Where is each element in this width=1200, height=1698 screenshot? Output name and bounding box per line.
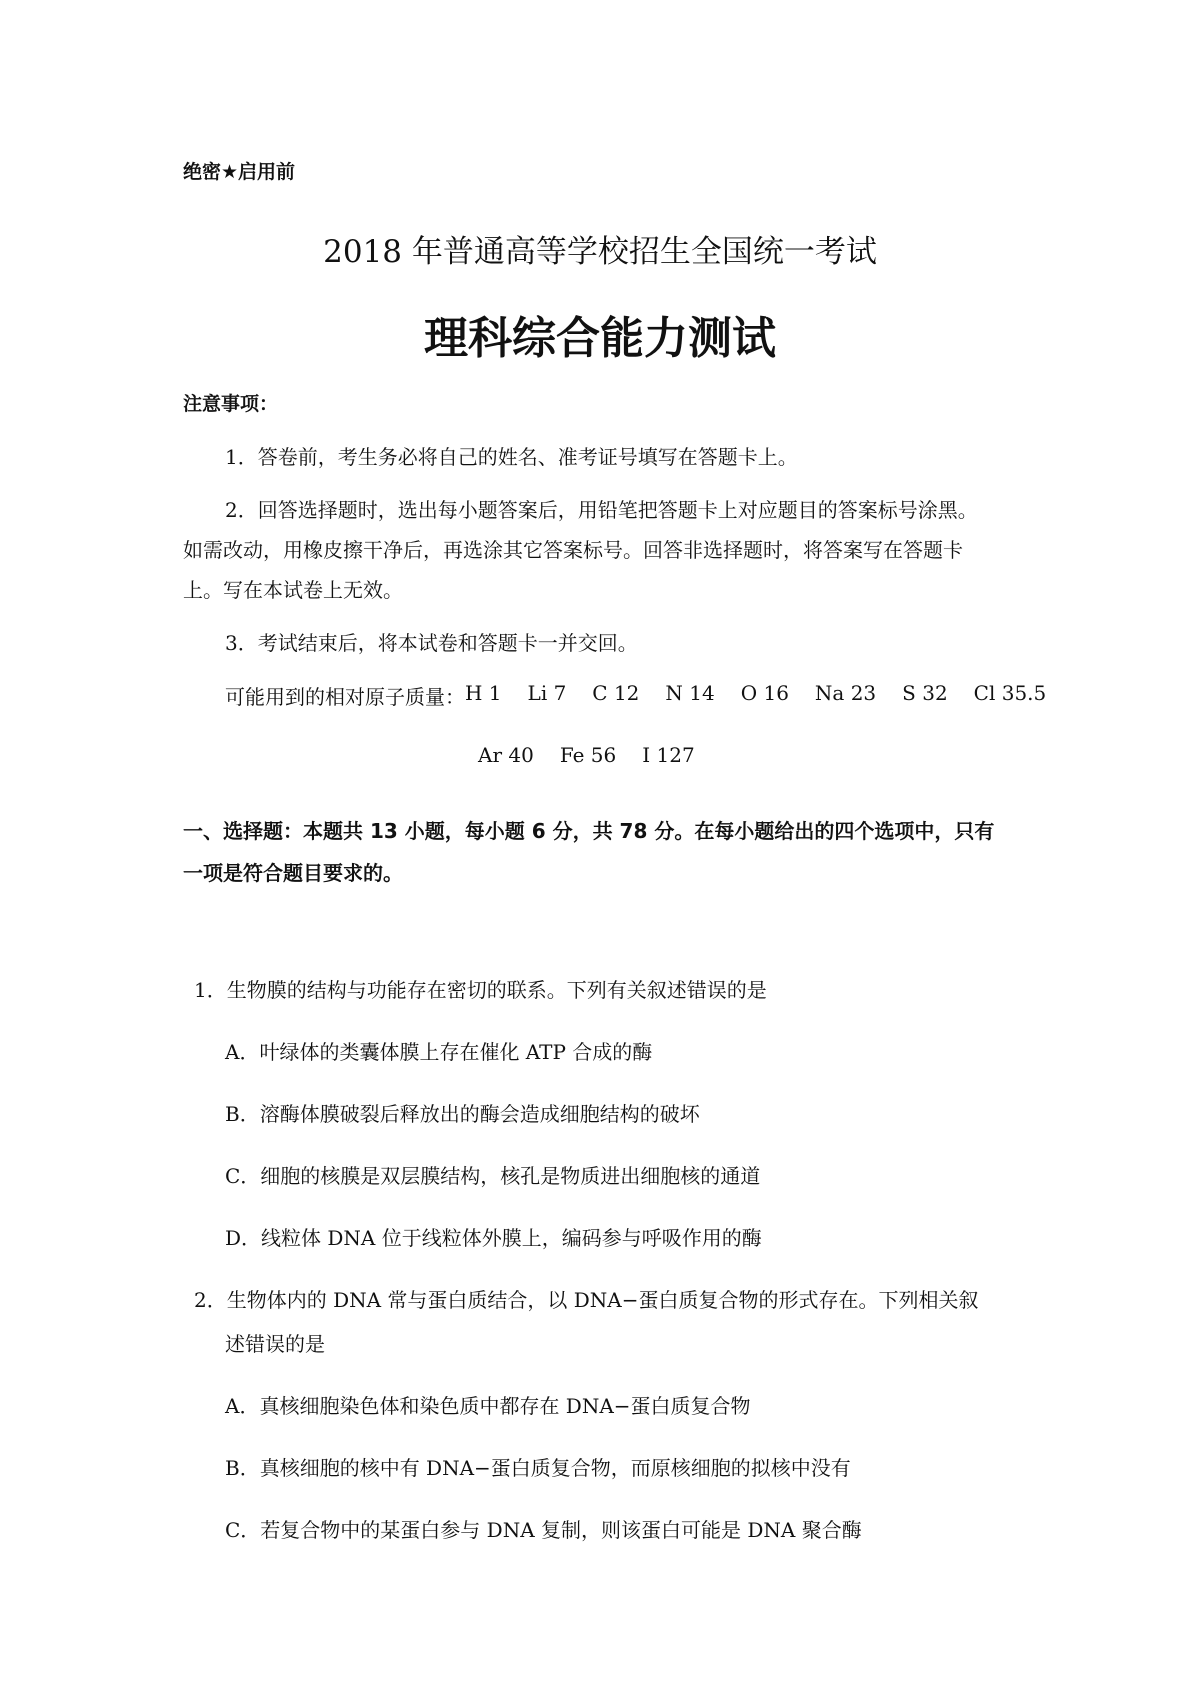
atomic-mass-item: I 127 bbox=[642, 743, 695, 767]
atomic-mass-item: Na 23 bbox=[814, 681, 877, 705]
atomic-mass-item: Fe 56 bbox=[559, 743, 617, 767]
notice-heading: 注意事项： bbox=[183, 393, 279, 415]
question-2-stem-line-1: 2．生物体内的 DNA 常与蛋白质结合，以 DNA−蛋白质复合物的形式存在。下列相关叙 bbox=[194, 1288, 979, 1312]
notice-item-2-line-2: 如需改动，用橡皮擦干净后，再选涂其它答案标号。回答非选择题时，将答案写在答题卡 bbox=[183, 538, 963, 562]
atomic-mass-item: H 1 bbox=[465, 681, 502, 705]
notice-item-2-line-3: 上。写在本试卷上无效。 bbox=[183, 578, 403, 602]
section-instructions-line-2: 一项是符合题目要求的。 bbox=[183, 861, 403, 885]
atomic-mass-item: N 14 bbox=[665, 681, 715, 705]
question-1-option-a: A．叶绿体的类囊体膜上存在催化 ATP 合成的酶 bbox=[225, 1040, 653, 1064]
section-instructions-line-1: 一、选择题：本题共 13 小题，每小题 6 分，共 78 分。在每小题给出的四个选项中，只有 bbox=[183, 819, 995, 843]
confidential-mark: 绝密★启用前 bbox=[183, 161, 296, 183]
question-1-option-d: D．线粒体 DNA 位于线粒体外膜上，编码参与呼吸作用的酶 bbox=[225, 1226, 762, 1250]
question-1-stem: 1．生物膜的结构与功能存在密切的联系。下列有关叙述错误的是 bbox=[194, 978, 767, 1002]
atomic-mass-item: Ar 40 bbox=[478, 743, 534, 767]
notice-item-2-line-1: 2．回答选择题时，选出每小题答案后，用铅笔把答题卡上对应题目的答案标号涂黑。 bbox=[225, 498, 978, 522]
notice-item-3: 3．考试结束后，将本试卷和答题卡一并交回。 bbox=[225, 631, 638, 655]
atomic-mass-item: O 16 bbox=[740, 681, 789, 705]
atomic-mass-row-2 bbox=[478, 743, 721, 767]
atomic-mass-item: C 12 bbox=[592, 681, 640, 705]
question-2-option-a: A．真核细胞染色体和染色质中都存在 DNA−蛋白质复合物 bbox=[225, 1394, 751, 1418]
atomic-mass-label: 可能用到的相对原子质量： bbox=[225, 685, 465, 709]
question-2-option-c: C．若复合物中的某蛋白参与 DNA 复制，则该蛋白可能是 DNA 聚合酶 bbox=[225, 1518, 862, 1542]
subject-title: 理科综合能力测试 bbox=[424, 313, 776, 364]
exam-title: 2018 年普通高等学校招生全国统一考试 bbox=[323, 234, 877, 270]
question-1-option-c: C．细胞的核膜是双层膜结构，核孔是物质进出细胞核的通道 bbox=[225, 1164, 761, 1188]
atomic-mass-item: Li 7 bbox=[527, 681, 567, 705]
atomic-mass-row-1 bbox=[225, 681, 1072, 710]
question-2-stem-line-2: 述错误的是 bbox=[225, 1332, 325, 1356]
question-2-option-b: B．真核细胞的核中有 DNA−蛋白质复合物，而原核细胞的拟核中没有 bbox=[225, 1456, 851, 1480]
atomic-mass-item: S 32 bbox=[902, 681, 948, 705]
atomic-mass-item: Cl 35.5 bbox=[973, 681, 1047, 705]
notice-item-1: 1．答卷前，考生务必将自己的姓名、准考证号填写在答题卡上。 bbox=[225, 445, 798, 469]
question-1-option-b: B．溶酶体膜破裂后释放出的酶会造成细胞结构的破坏 bbox=[225, 1102, 700, 1126]
